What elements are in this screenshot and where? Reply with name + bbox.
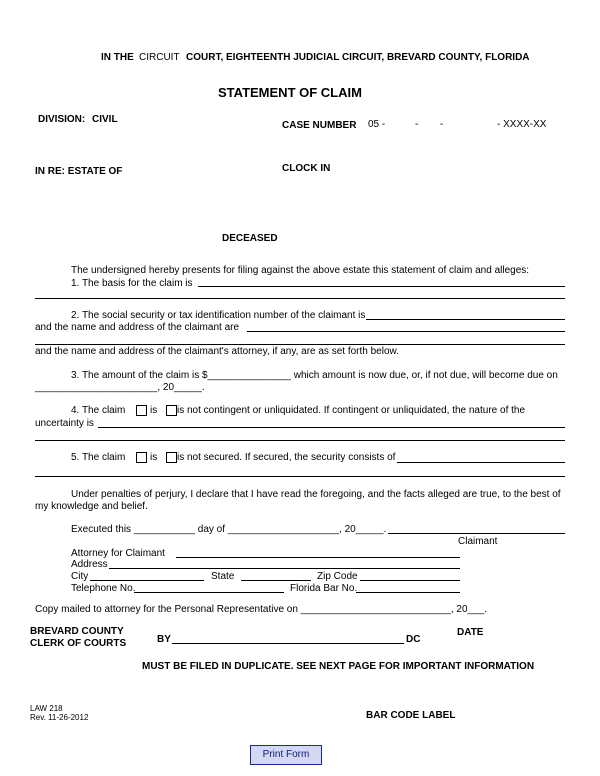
- page-title: STATEMENT OF CLAIM: [218, 85, 362, 100]
- city-label: City: [71, 571, 89, 582]
- executed-line[interactable]: Executed this ___________ day of ____________________, 20_____.: [71, 524, 387, 535]
- attorney-label: Attorney for Claimant: [71, 548, 165, 559]
- perjury-text: Under penalties of perjury, I declare that I have read the foregoing, and the facts alleged are true, to the best of: [71, 489, 561, 500]
- city-field[interactable]: [90, 580, 204, 581]
- item4-text: is not contingent or unliquidated. If contingent or unliquidated, the nature of the: [177, 405, 526, 416]
- claimant-signature-field[interactable]: [388, 533, 565, 534]
- item1-label: 1. The basis for the claim is: [71, 278, 193, 289]
- item5-label: 5. The claim: [71, 452, 126, 463]
- clock-in-label: CLOCK IN: [282, 163, 331, 174]
- case-number-dash[interactable]: -: [415, 119, 419, 130]
- secured-is-label: is: [150, 452, 158, 463]
- deceased-label: DECEASED: [222, 233, 278, 244]
- date-label: DATE: [457, 627, 484, 638]
- court-type-field[interactable]: CIRCUIT: [139, 52, 180, 63]
- basis-field[interactable]: [198, 286, 565, 287]
- uncertainty-field[interactable]: [98, 427, 565, 428]
- telephone-field[interactable]: [134, 592, 284, 593]
- item4b-label: uncertainty is: [35, 418, 94, 429]
- ssn-field[interactable]: [366, 319, 565, 320]
- florida-bar-field[interactable]: [356, 592, 460, 593]
- basis-field-line2[interactable]: [35, 298, 565, 299]
- in-the-label: IN THE: [101, 52, 134, 63]
- address-label: Address: [71, 559, 108, 570]
- florida-bar-label: Florida Bar No.: [290, 583, 358, 594]
- court-name: COURT, EIGHTEENTH JUDICIAL CIRCUIT, BREVARD COUNTY, FLORIDA: [186, 52, 530, 63]
- intro-text: The undersigned hereby presents for filing against the above estate this statement of claim and alleges:: [71, 265, 530, 276]
- copy-mailed-line[interactable]: Copy mailed to attorney for the Personal Representative on ___________________________, 20___.: [35, 604, 488, 615]
- county-label: BREVARD COUNTY: [30, 626, 124, 637]
- security-field[interactable]: [397, 462, 565, 463]
- claim-is-not-checkbox[interactable]: [166, 405, 177, 416]
- address-field[interactable]: [109, 568, 460, 569]
- item3-text[interactable]: 3. The amount of the claim is $_______________ which amount is now due, or, if not due, will become due on: [71, 370, 558, 381]
- item2c-text: and the name and address of the claimant's attorney, if any, are as set forth below.: [35, 346, 399, 357]
- revision-date: Rev. 11-26-2012: [30, 713, 89, 722]
- state-label: State: [211, 571, 235, 582]
- secured-is-checkbox[interactable]: [136, 452, 147, 463]
- security-field-line2[interactable]: [35, 476, 565, 477]
- perjury-text-line2: my knowledge and belief.: [35, 501, 148, 512]
- item5-text: is not secured. If secured, the security consists of: [177, 452, 396, 463]
- case-number-prefix[interactable]: 05 -: [368, 119, 386, 130]
- zip-field[interactable]: [360, 580, 460, 581]
- case-number-dash[interactable]: -: [440, 119, 444, 130]
- claimant-address-field-line2[interactable]: [35, 344, 565, 345]
- dc-label: DC: [406, 634, 421, 645]
- attorney-field[interactable]: [176, 557, 460, 558]
- item4-label: 4. The claim: [71, 405, 126, 416]
- in-re-estate-label: IN RE: ESTATE OF: [35, 166, 123, 177]
- item2-label: 2. The social security or tax identification number of the claimant is: [71, 310, 366, 321]
- filing-notice: MUST BE FILED IN DUPLICATE. SEE NEXT PAGE FOR IMPORTANT INFORMATION: [142, 661, 535, 672]
- case-number-suffix[interactable]: - XXXX-XX: [497, 119, 547, 130]
- case-number-label: CASE NUMBER: [282, 120, 357, 131]
- form-number: LAW 218: [30, 704, 63, 713]
- division-label: DIVISION:: [38, 114, 86, 125]
- secured-is-not-checkbox[interactable]: [166, 452, 177, 463]
- by-label: BY: [157, 634, 171, 645]
- division-value[interactable]: CIVIL: [92, 114, 118, 125]
- item2b-label: and the name and address of the claimant are: [35, 322, 240, 333]
- print-form-button[interactable]: Print Form: [250, 745, 322, 765]
- clerk-by-field[interactable]: [172, 643, 404, 644]
- claimant-label: Claimant: [458, 536, 498, 547]
- state-field[interactable]: [241, 580, 311, 581]
- barcode-label: BAR CODE LABEL: [366, 710, 456, 721]
- item3-due-date[interactable]: ______________________, 20_____.: [35, 382, 205, 393]
- zip-label: Zip Code: [317, 571, 358, 582]
- telephone-label: Telephone No.: [71, 583, 136, 594]
- claimant-name-address-field[interactable]: [247, 331, 565, 332]
- claim-is-checkbox[interactable]: [136, 405, 147, 416]
- claim-is-label: is: [150, 405, 158, 416]
- uncertainty-field-line2[interactable]: [35, 440, 565, 441]
- clerk-label: CLERK OF COURTS: [30, 638, 127, 649]
